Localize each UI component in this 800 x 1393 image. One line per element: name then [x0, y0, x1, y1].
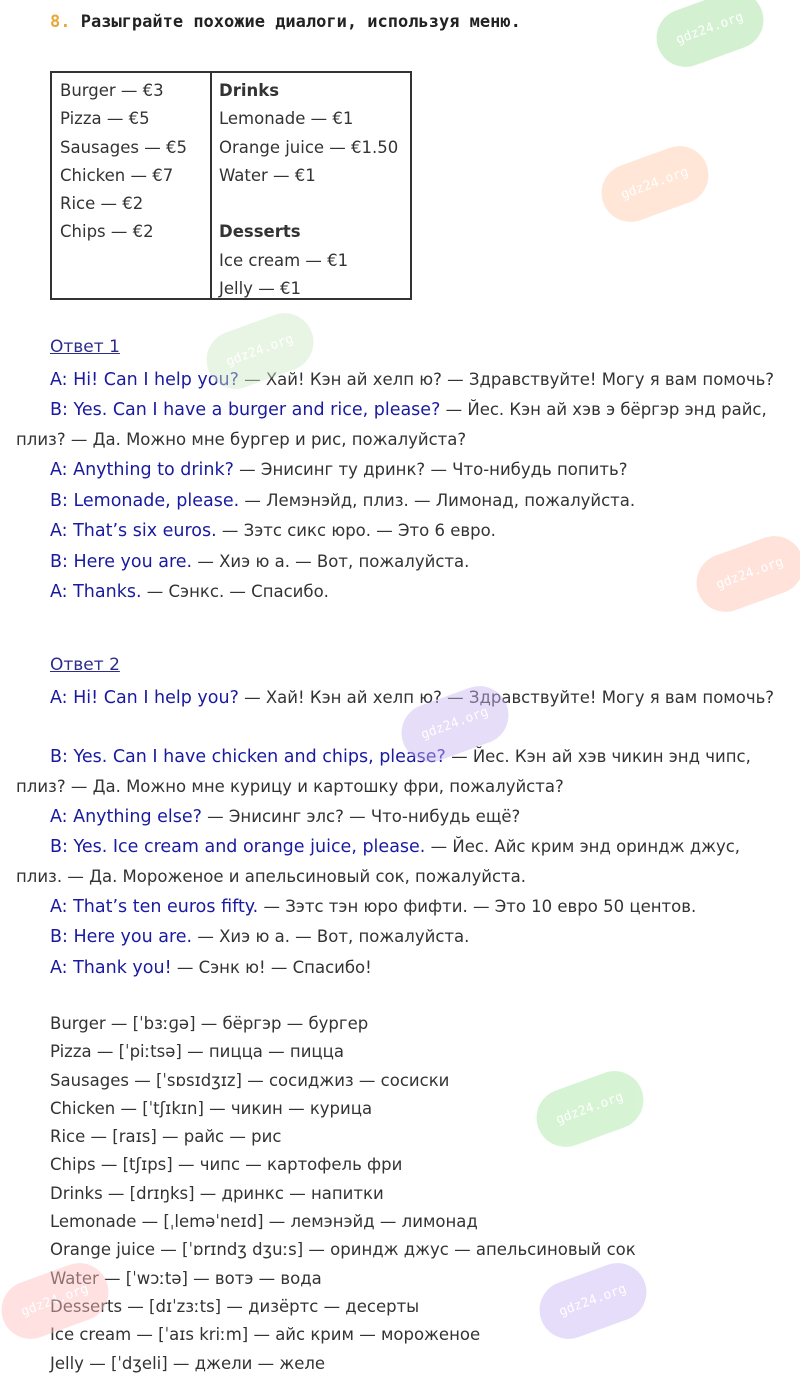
menu-item: Chips — €2: [60, 222, 154, 242]
vocabulary-item: Lemonade — [ˌleməˈneɪd] — лемэнэйд — лимонад: [50, 1212, 478, 1232]
watermark: gdz24.org: [0, 1255, 117, 1347]
vocabulary-item: Chicken — [ˈtʃɪkɪn] — чикин — курица: [50, 1098, 373, 1118]
menu-item: Chicken — €7: [60, 165, 174, 185]
vocabulary-item: Drinks — [drɪŋks] — дринкс — напитки: [50, 1183, 384, 1203]
vocabulary-item: Sausages — [ˈsɒsɪdʒɪz] — сосиджиз — сосиски: [50, 1070, 450, 1090]
dialogue-line: [16, 577, 786, 607]
transcription-translation: — Йес. Айс крим энд ориндж джус, плиз. — Да. Мороженое и апельсиновый сок, пожалуйста.: [16, 837, 741, 886]
menu-item: Water — €1: [219, 165, 316, 185]
transcription-translation: — Хай! Кэн ай хелп ю? — Здравствуйте! Могу я вам помочь?: [238, 688, 775, 707]
desserts-heading: Desserts: [219, 222, 301, 242]
vocabulary-item: Rice — [raɪs] — райс — рис: [50, 1127, 282, 1147]
watermark: gdz24.org: [688, 528, 800, 620]
menu-item: Jelly — €1: [219, 279, 301, 299]
menu-column-divider: [210, 73, 212, 298]
menu-item: Rice — €2: [60, 194, 144, 214]
task-heading: [50, 12, 521, 32]
vocabulary-item: Burger — [ˈbɜːɡə] — бёргэр — бургер: [50, 1014, 369, 1033]
dialogue-line: [16, 516, 786, 546]
watermark: gdz24.org: [648, 0, 771, 75]
dialogue-line: [16, 455, 786, 485]
menu-item: Orange juice — €1.50: [219, 137, 399, 157]
english-phrase: A: Hi! Can I help you?: [50, 688, 239, 708]
transcription-translation: — Сэнк ю! — Спасибо!: [171, 958, 372, 977]
transcription-translation: — Энисинг элс? — Что-нибудь ещё?: [201, 807, 521, 826]
english-phrase: B: Yes. Ice cream and orange juice, please.: [50, 837, 426, 857]
dialogue-line: [16, 892, 786, 922]
transcription-translation: — Хай! Кэн ай хелп ю? — Здравствуйте! Могу я вам помочь?: [238, 370, 775, 389]
english-phrase: B: Yes. Can I have chicken and chips, please?: [50, 747, 446, 767]
vocabulary-item: Orange juice — [ˈɒrɪndʒ dʒuːs] — ориндж джус — апельсиновый сок: [50, 1240, 636, 1260]
transcription-translation: — Энисинг ту дринк? — Что-нибудь попить?: [233, 460, 628, 479]
english-phrase: A: That’s ten euros fifty.: [50, 897, 259, 917]
english-phrase: B: Here you are.: [50, 927, 193, 947]
vocabulary-item: Jelly — [ˈdʒeli] — джели — желе: [50, 1353, 326, 1373]
answer-2-title: Ответ 2: [50, 655, 120, 675]
transcription-translation: — Лемэнэйд, плиз. — Лимонад, пожалуйста.: [239, 491, 636, 510]
english-phrase: B: Yes. Can I have a burger and rice, please?: [50, 400, 441, 420]
watermark: gdz24.org: [198, 305, 321, 397]
menu-item: Sausages — €5: [60, 137, 187, 157]
transcription-translation: — Сэнкс. — Спасибо.: [141, 582, 329, 601]
english-phrase: A: Thanks.: [50, 582, 142, 602]
english-phrase: A: Anything else?: [50, 807, 202, 827]
vocabulary-item: Desserts — [dɪˈzɜːts] — дизёртс — десерты: [50, 1296, 420, 1316]
english-phrase: A: Hi! Can I help you?: [50, 370, 239, 390]
english-phrase: B: Here you are.: [50, 552, 193, 572]
watermark: gdz24.org: [593, 138, 716, 230]
dialogue-line: [16, 802, 786, 832]
menu-food-column: [60, 77, 187, 247]
transcription-translation: — Йес. Кэн ай хэв э бёргэр энд райс, плиз? — Да. Можно мне бургер и рис, пожалуйста?: [16, 400, 767, 449]
dialogue-line: [16, 486, 786, 516]
vocabulary-item: Ice cream — [ˈaɪs kriːm] — айс крим — мороженое: [50, 1325, 481, 1345]
transcription-translation: — Зэтс сикс юро. — Это 6 евро.: [216, 521, 496, 540]
dialogue-line: [16, 365, 786, 395]
english-phrase: A: Anything to drink?: [50, 460, 234, 480]
menu-item: Pizza — €5: [60, 109, 150, 129]
dialogue-line: [16, 547, 786, 577]
menu-spacer: [219, 190, 398, 218]
drinks-heading: Drinks: [219, 81, 280, 100]
watermark: gdz24.org: [528, 1063, 651, 1155]
vocabulary-item: Water — [ˈwɔːtə] — вотэ — вода: [50, 1268, 322, 1288]
dialogue-line: [16, 953, 786, 983]
vocabulary-item: Pizza — [ˈpiːtsə] — пицца — пицца: [50, 1042, 344, 1062]
dialogue-line: [16, 683, 786, 713]
task-number: 8.: [50, 12, 71, 32]
english-phrase: B: Lemonade, please.: [50, 491, 240, 511]
dialogue-line: [16, 832, 786, 892]
transcription-translation: — Йес. Кэн ай хэв чикин энд чипс, плиз? — Да. Можно мне курицу и картошку фри, пожалуйста?: [16, 747, 751, 796]
task-instruction: Разыграйте похожие диалоги, используя меню.: [80, 12, 521, 32]
menu-table: [50, 71, 412, 300]
dialogue-line: [16, 395, 786, 455]
dialogue-line: [16, 922, 786, 952]
menu-drinks-desserts-column: [219, 77, 398, 303]
transcription-translation: — Зэтс тэн юро фифти. — Это 10 евро 50 центов.: [258, 897, 697, 916]
dialogue-line: [16, 742, 786, 802]
vocabulary-item: Chips — [tʃɪps] — чипс — картофель фри: [50, 1155, 403, 1175]
english-phrase: A: Thank you!: [50, 958, 172, 978]
answer-1-title: Ответ 1: [50, 337, 120, 357]
transcription-translation: — Хиэ ю а. — Вот, пожалуйста.: [192, 552, 470, 571]
transcription-translation: — Хиэ ю а. — Вот, пожалуйста.: [192, 927, 470, 946]
english-phrase: A: That’s six euros.: [50, 521, 217, 541]
menu-item: Ice cream — €1: [219, 250, 349, 270]
watermark: gdz24.org: [393, 678, 516, 770]
watermark: gdz24.org: [531, 1255, 654, 1347]
menu-item: Lemonade — €1: [219, 109, 354, 129]
menu-item: Burger — €3: [60, 81, 164, 100]
